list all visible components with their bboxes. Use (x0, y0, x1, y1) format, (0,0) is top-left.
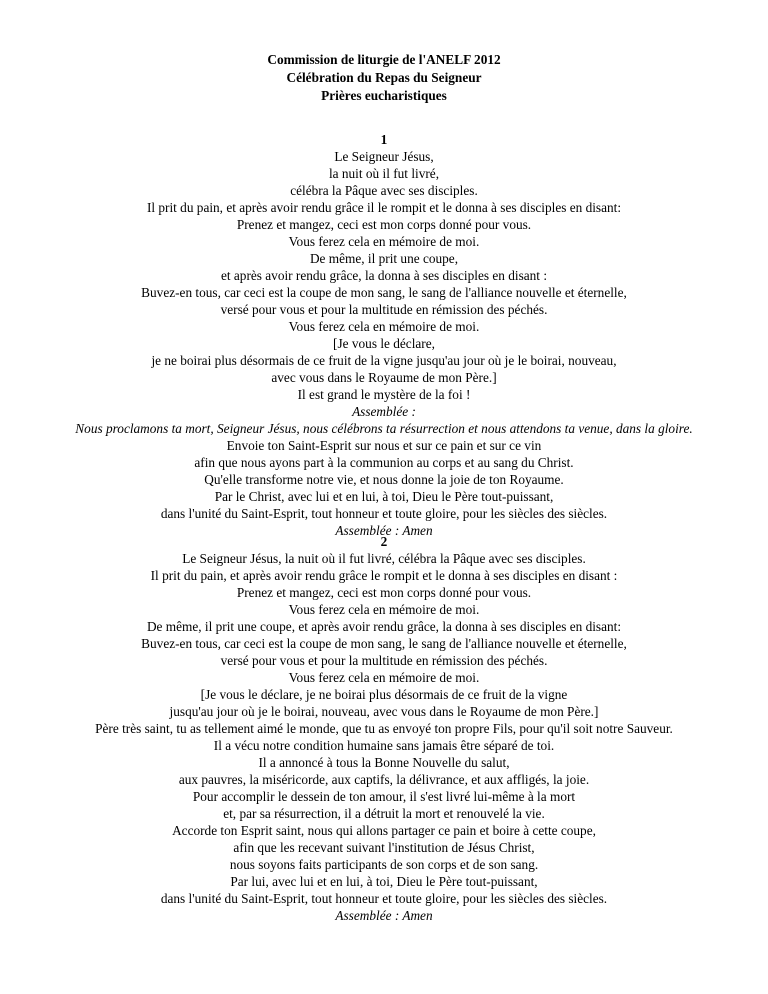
prayer-line: Le Seigneur Jésus, la nuit où il fut livré, célébra la Pâque avec ses disciples. (182, 551, 586, 566)
prayer-line: Il a vécu notre condition humaine sans jamais être séparé de toi. (213, 738, 555, 753)
header-commission: Commission de liturgie de l'ANELF 2012 (267, 52, 501, 67)
assembly-response-line: Assemblée : Amen (335, 523, 433, 538)
prayer-line: versé pour vous et pour la multitude en rémission des péchés. (220, 653, 548, 668)
prayer-section-2 (0, 533, 768, 924)
prayer-line: je ne boirai plus désormais de ce fruit de la vigne jusqu'au jour où je le boirai, nouveau, (151, 353, 617, 368)
prayer-line: et, par sa résurrection, il a détruit la mort et renouvelé la vie. (223, 806, 545, 821)
prayer-line: jusqu'au jour où je le boirai, nouveau, avec vous dans le Royaume de mon Père.] (169, 704, 599, 719)
prayer-line: nous soyons faits participants de son corps et de son sang. (229, 857, 539, 872)
prayer-line: De même, il prit une coupe, (309, 251, 459, 266)
prayer-line: Il est grand le mystère de la foi ! (297, 387, 471, 402)
prayer-line: De même, il prit une coupe, et après avoir rendu grâce, la donna à ses disciples en disant: (146, 619, 622, 634)
prayer-line: [Je vous le déclare, (333, 336, 435, 351)
prayer-line: Accorde ton Esprit saint, nous qui allons partager ce pain et boire à cette coupe, (172, 823, 596, 838)
prayer-line: Vous ferez cela en mémoire de moi. (288, 234, 480, 249)
prayer-line: Qu'elle transforme notre vie, et nous donne la joie de ton Royaume. (204, 472, 564, 487)
prayer-line: Il prit du pain, et après avoir rendu grâce le rompit et le donna à ses disciples en disant : (150, 568, 618, 583)
document-header (0, 51, 768, 105)
prayer-line: Envoie ton Saint-Esprit sur nous et sur ce pain et sur ce vin (226, 438, 542, 453)
prayer-line: Vous ferez cela en mémoire de moi. (288, 670, 480, 685)
prayer-line: Pour accomplir le dessein de ton amour, il s'est livré lui-même à la mort (192, 789, 576, 804)
prayer-line: Prenez et mangez, ceci est mon corps donné pour vous. (236, 585, 532, 600)
header-prayers: Prières eucharistiques (321, 88, 447, 103)
header-celebration: Célébration du Repas du Seigneur (286, 70, 482, 85)
assembly-response-line: Assemblée : Amen (335, 908, 433, 923)
prayer-line: Vous ferez cela en mémoire de moi. (288, 602, 480, 617)
prayer-line: la nuit où il fut livré, (328, 166, 440, 181)
prayer-line: dans l'unité du Saint-Esprit, tout honneur et toute gloire, pour les siècles des siècles. (160, 891, 608, 906)
prayer-line: [Je vous le déclare, je ne boirai plus désormais de ce fruit de la vigne (200, 687, 568, 702)
prayer-line: afin que les recevant suivant l'institution de Jésus Christ, (233, 840, 535, 855)
prayer-line: avec vous dans le Royaume de mon Père.] (271, 370, 497, 385)
prayer-line: aux pauvres, la miséricorde, aux captifs, la délivrance, et aux affligés, la joie. (178, 772, 590, 787)
assembly-response-line: Assemblée : (352, 404, 416, 419)
prayer-line: afin que nous ayons part à la communion au corps et au sang du Christ. (194, 455, 574, 470)
prayer-line: dans l'unité du Saint-Esprit, tout honneur et toute gloire, pour les siècles des siècles. (160, 506, 608, 521)
prayer-line: et après avoir rendu grâce, la donna à ses disciples en disant : (220, 268, 548, 283)
prayer-line: Par lui, avec lui et en lui, à toi, Dieu le Père tout-puissant, (230, 874, 538, 889)
prayer-line: Père très saint, tu as tellement aimé le monde, que tu as envoyé ton propre Fils, pour qu'il soit notre Sauveur. (95, 721, 673, 736)
section-number: 2 (380, 534, 388, 549)
prayer-line: Il a annoncé à tous la Bonne Nouvelle du salut, (258, 755, 510, 770)
prayer-section-1 (0, 131, 768, 539)
prayer-line: célébra la Pâque avec ses disciples. (290, 183, 478, 198)
prayer-line: versé pour vous et pour la multitude en rémission des péchés. (220, 302, 548, 317)
assembly-response-line: Nous proclamons ta mort, Seigneur Jésus, nous célébrons ta résurrection et nous attendons ta venue, dans la gloire. (75, 421, 693, 436)
prayer-line: Il prit du pain, et après avoir rendu grâce il le rompit et le donna à ses disciples en disant: (146, 200, 622, 215)
prayer-line: Buvez-en tous, car ceci est la coupe de mon sang, le sang de l'alliance nouvelle et éternelle, (141, 636, 627, 651)
prayer-line: Buvez-en tous, car ceci est la coupe de mon sang, le sang de l'alliance nouvelle et éternelle, (141, 285, 627, 300)
section-number: 1 (380, 132, 388, 147)
prayer-line: Vous ferez cela en mémoire de moi. (288, 319, 480, 334)
prayer-line: Le Seigneur Jésus, (334, 149, 434, 164)
prayer-line: Prenez et mangez, ceci est mon corps donné pour vous. (236, 217, 532, 232)
prayer-line: Par le Christ, avec lui et en lui, à toi, Dieu le Père tout-puissant, (214, 489, 554, 504)
